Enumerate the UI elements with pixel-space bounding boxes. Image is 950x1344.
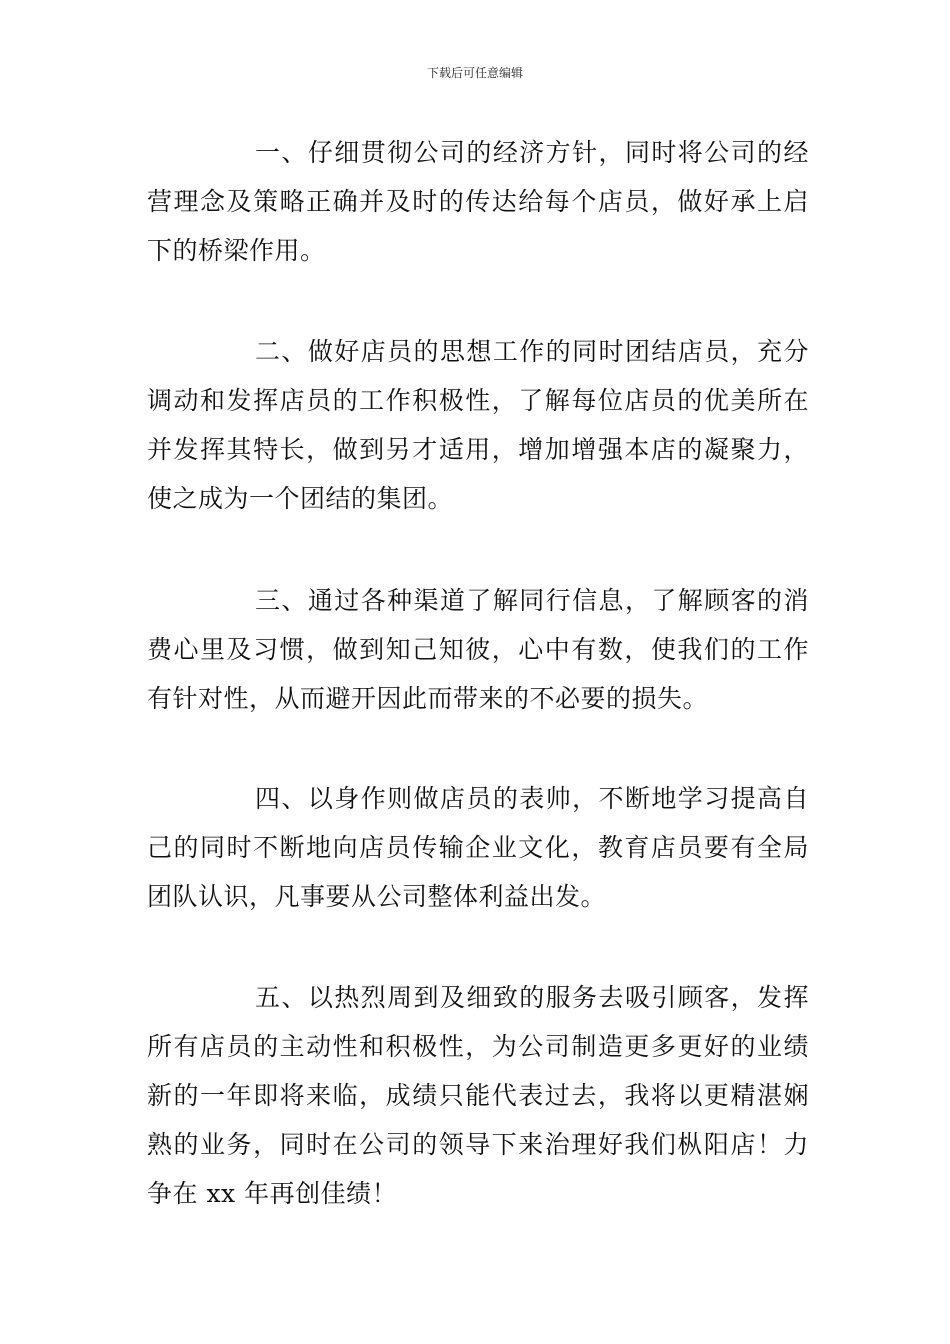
- paragraph-3: 三、通过各种渠道了解同行信息，了解顾客的消费心里及习惯，做到知己知彼，心中有数，使我们的工作有针对性，从而避开因此而带来的不必要的损失。: [147, 586, 809, 713]
- paragraph-2: 二、做好店员的思想工作的同时团结店员，充分调动和发挥店员的工作积极性，了解每位店员的优美所在并发挥其特长，做到另才适用，增加增强本店的凝聚力，使之成为一个团结的集团。: [147, 337, 809, 513]
- paragraph-4: 四、以身作则做店员的表帅，不断地学习提高自己的同时不断地向店员传输企业文化，教育店员要有全局团队认识，凡事要从公司整体利益出发。: [147, 784, 809, 911]
- paragraph-1: 一、仔细贯彻公司的经济方针，同时将公司的经营理念及策略正确并及时的传达给每个店员，做好承上启下的桥梁作用。: [147, 138, 809, 265]
- page-header-note: 下载后可任意编辑: [426, 66, 523, 80]
- paragraph-5: 五、以热烈周到及细致的服务去吸引顾客，发挥所有店员的主动性和积极性，为公司制造更多更好的业绩新的一年即将来临，成绩只能代表过去，我将以更精湛娴熟的业务，同时在公司的领导下来治理好我们枞阳店！力争在 xx 年再创佳绩！: [147, 983, 809, 1208]
